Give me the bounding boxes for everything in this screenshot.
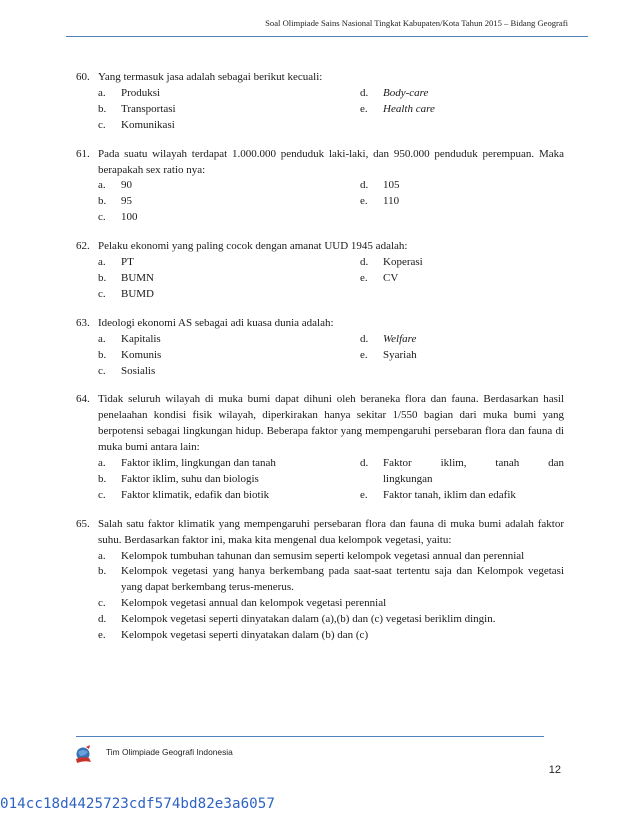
option-text: Faktor klimatik, edafik dan biotik	[121, 488, 270, 501]
option-letter: c.	[98, 364, 106, 377]
option-letter: c.	[98, 488, 106, 501]
option-letter: a.	[98, 549, 106, 562]
question-stem: Tidak seluruh wilayah di muka bumi dapat dihuni oleh beraneka flora dan fauna. Berdasarkan hasil penelaahan kondisi fisik wilayah, diperkirakan hanya sekitar 1/550 bagian dari muka bumi yang berpotensi sebagai lingkungan hidup. Beberapa faktor yang mempengaruhi persebaran flora dan fauna di muka bumi antara lain:	[98, 393, 564, 454]
option-letter: b.	[98, 195, 107, 208]
option-e	[360, 271, 564, 287]
option-text: 110	[383, 195, 400, 208]
option-text: Kelompok vegetasi annual dan kelompok vegetasi perennial	[121, 597, 387, 610]
option-b	[98, 564, 564, 596]
option-text-line2: lingkungan	[383, 472, 433, 485]
option-letter: a.	[98, 457, 106, 470]
question-60	[76, 70, 564, 134]
option-b	[98, 194, 360, 210]
option-letter: b.	[98, 472, 107, 485]
option-d	[360, 332, 564, 348]
question-stem: Salah satu faktor klimatik yang mempengaruhi persebaran flora dan fauna di muka bumi adalah faktor suhu. Berdasarkan faktor ini, maka kita mengenal dua kelompok vegetasi, yaitu:	[98, 517, 564, 546]
question-64	[76, 392, 564, 503]
option-letter: c.	[98, 597, 106, 610]
question-number: 61.	[76, 147, 90, 160]
option-text: 90	[121, 179, 132, 192]
option-text-word: iklim,	[440, 457, 467, 470]
option-text: Produksi	[121, 86, 161, 99]
option-e	[360, 102, 564, 118]
option-e	[360, 488, 564, 504]
option-letter: a.	[98, 86, 106, 99]
option-a	[98, 86, 360, 102]
option-b	[98, 102, 360, 118]
question-stem: Pelaku ekonomi yang paling cocok dengan amanat UUD 1945 adalah:	[98, 240, 408, 253]
option-d	[360, 255, 564, 271]
option-letter: d.	[360, 86, 369, 99]
option-text: CV	[383, 271, 399, 284]
option-text: BUMN	[121, 271, 155, 284]
option-d	[98, 612, 564, 628]
option-b	[98, 271, 360, 287]
question-61	[76, 147, 564, 227]
question-number: 64.	[76, 393, 90, 406]
footer-team: Tim Olimpiade Geografi Indonesia	[106, 747, 233, 757]
question-62	[76, 239, 564, 303]
page-header: Soal Olimpiade Sains Nasional Tingkat Kabupaten/Kota Tahun 2015 – Bidang Geografi	[265, 18, 568, 28]
option-e	[360, 348, 564, 364]
option-e	[98, 628, 564, 644]
option-text: Faktor iklim, lingkungan dan tanah	[121, 457, 276, 470]
option-letter: b.	[98, 348, 107, 361]
question-63	[76, 316, 564, 380]
option-letter: e.	[360, 271, 368, 284]
option-text: 95	[121, 195, 132, 208]
option-text: BUMD	[121, 287, 155, 300]
option-letter: c.	[98, 211, 106, 224]
option-letter: a.	[98, 332, 106, 345]
option-text: PT	[121, 256, 134, 269]
option-text: 100	[121, 211, 138, 224]
option-letter: a.	[98, 179, 106, 192]
header-divider	[66, 36, 588, 37]
option-letter: e.	[98, 629, 106, 642]
option-c	[98, 364, 360, 380]
option-letter: e.	[360, 488, 368, 501]
option-text: Health care	[383, 102, 435, 115]
option-b	[98, 348, 360, 364]
question-stem: Ideologi ekonomi AS sebagai adi kuasa dunia adalah:	[98, 316, 334, 329]
option-text: Kelompok vegetasi seperti dinyatakan dalam (a),(b) dan (c) vegetasi beriklim dingin.	[121, 613, 496, 626]
page-number: 12	[548, 764, 561, 776]
option-c	[98, 488, 360, 504]
option-c	[98, 210, 360, 226]
option-text: Faktor tanah, iklim dan edafik	[383, 488, 516, 501]
option-text: Faktor iklim, suhu dan biologis	[121, 472, 259, 485]
option-a	[98, 456, 360, 472]
footer-divider	[76, 736, 544, 737]
option-text: Koperasi	[383, 256, 423, 269]
option-letter: c.	[98, 118, 106, 131]
option-c	[98, 596, 564, 612]
option-a	[98, 178, 360, 194]
option-text-word: tanah	[495, 457, 520, 470]
option-text: Kelompok vegetasi seperti dinyatakan dalam (b) dan (c)	[121, 629, 369, 642]
option-text: Syariah	[383, 348, 417, 361]
option-d	[360, 456, 564, 488]
option-text: Komunis	[121, 348, 162, 361]
option-text: 105	[383, 179, 400, 192]
document-hash: 014cc18d4425723cdf574bd82e3a6057	[0, 796, 275, 812]
option-text: Welfare	[383, 332, 417, 345]
option-text: Transportasi	[121, 102, 176, 115]
question-list	[76, 70, 564, 657]
option-letter: d.	[360, 457, 369, 470]
question-number: 60.	[76, 71, 90, 83]
option-b	[98, 472, 360, 488]
option-letter: e.	[360, 102, 368, 115]
option-letter: b.	[98, 565, 107, 578]
option-letter: e.	[360, 348, 368, 361]
option-text: Kapitalis	[121, 332, 161, 345]
option-a	[98, 255, 360, 271]
option-text: Kelompok tumbuhan tahunan dan semusim seperti kelompok vegetasi annual dan perennial	[121, 549, 525, 562]
option-c	[98, 118, 360, 134]
question-stem: Pada suatu wilayah terdapat 1.000.000 penduduk laki-laki, dan 950.000 penduduk perempuan. Maka berapakah sex ratio nya:	[98, 147, 564, 176]
question-stem: Yang termasuk jasa adalah sebagai berikut kecuali:	[98, 71, 323, 83]
option-text: Komunikasi	[121, 118, 175, 131]
question-number: 65.	[76, 517, 90, 530]
option-letter: b.	[98, 271, 107, 284]
option-text: Body-care	[383, 86, 429, 99]
globe-logo-icon	[74, 744, 94, 766]
option-text-word: Faktor	[383, 457, 412, 470]
option-text: Sosialis	[121, 364, 156, 377]
option-a	[98, 332, 360, 348]
option-letter: d.	[360, 179, 369, 192]
option-a	[98, 549, 564, 565]
question-number: 63.	[76, 316, 90, 329]
option-d	[360, 178, 564, 194]
option-letter: d.	[360, 256, 369, 269]
option-e	[360, 194, 564, 210]
option-text-word: dan	[548, 457, 564, 470]
option-letter: c.	[98, 287, 106, 300]
question-65	[76, 517, 564, 644]
question-number: 62.	[76, 240, 90, 253]
option-letter: e.	[360, 195, 368, 208]
option-letter: d.	[98, 613, 107, 626]
option-c	[98, 287, 360, 303]
option-text: Kelompok vegetasi yang hanya berkembang pada saat-saat tertentu saja dan Kelompok vegetasi yang dapat berkembang terus-menerus.	[121, 565, 564, 594]
option-d	[360, 86, 564, 102]
option-letter: a.	[98, 256, 106, 269]
option-letter: b.	[98, 102, 107, 115]
option-letter: d.	[360, 332, 369, 345]
